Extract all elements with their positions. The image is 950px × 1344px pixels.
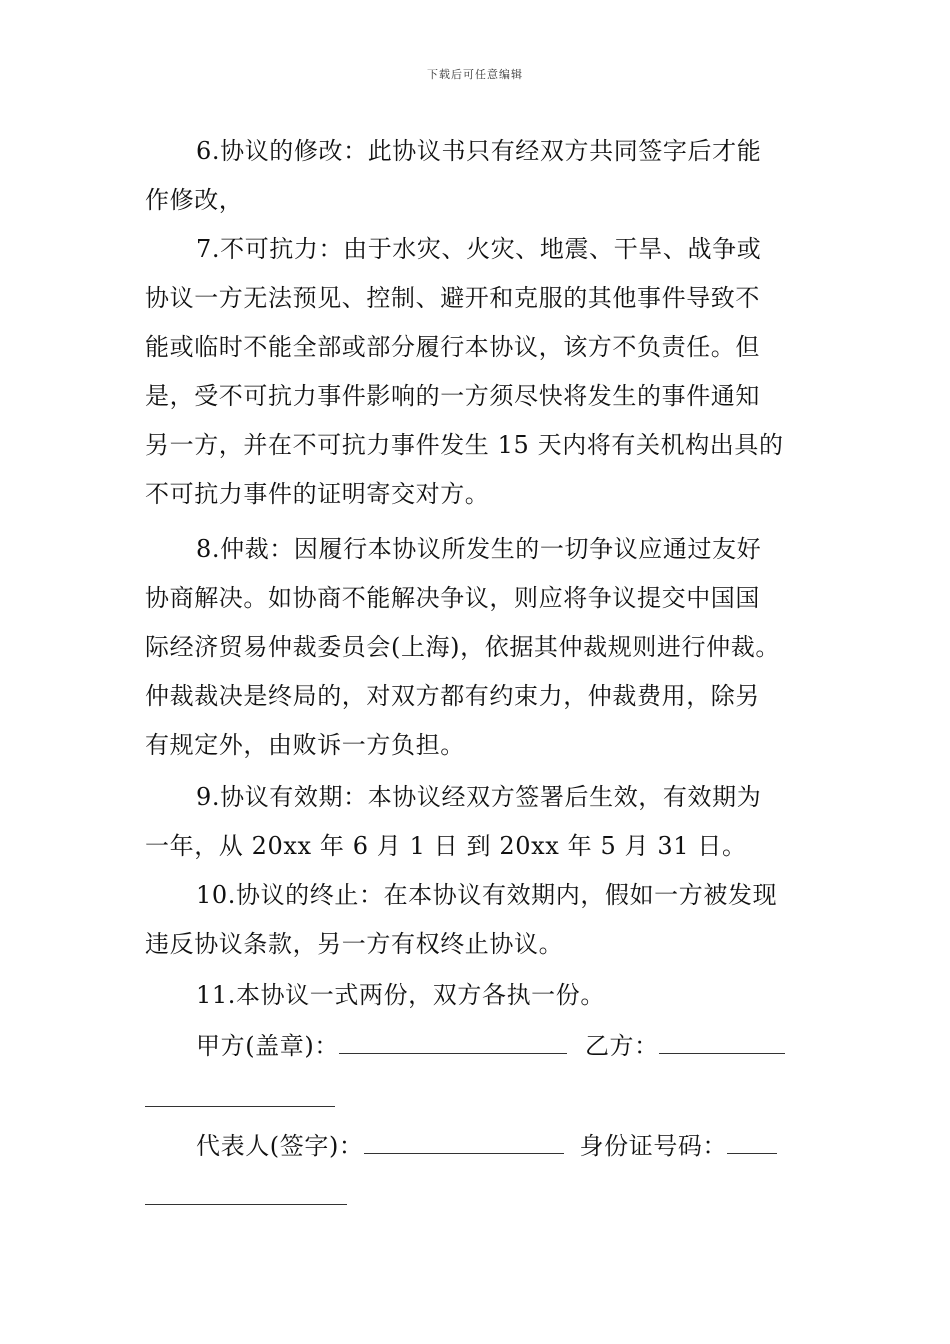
clause-11-line: 11.本协议一式两份，双方各执一份。 bbox=[196, 981, 605, 1009]
signature-row-representative bbox=[196, 1131, 777, 1161]
representative-signature-line bbox=[364, 1131, 564, 1154]
party-a-label: 甲方(盖章)： bbox=[196, 1032, 339, 1060]
clause-6-line-2: 作修改， bbox=[145, 186, 244, 214]
clause-8-line-1: 8.仲裁：因履行本协议所发生的一切争议应通过友好 bbox=[196, 535, 762, 563]
clause-8-line-3: 际经济贸易仲裁委员会(上海)，依据其仲裁规则进行仲裁。 bbox=[145, 633, 780, 661]
signature-row-party bbox=[196, 1031, 785, 1061]
clause-7-line-3: 能或临时不能全部或部分履行本协议，该方不负责任。但 bbox=[145, 333, 760, 361]
id-number-line bbox=[727, 1131, 777, 1154]
party-b-label: 乙方： bbox=[584, 1032, 659, 1060]
clause-7-line-2: 协议一方无法预见、控制、避开和克服的其他事件导致不 bbox=[145, 284, 760, 312]
id-number-line-continued bbox=[145, 1203, 347, 1205]
page-header: 下载后可任意编辑 bbox=[427, 68, 523, 81]
clause-9-line-2: 一年，从 20xx 年 6 月 1 日 到 20xx 年 5 月 31 日。 bbox=[145, 832, 747, 860]
clause-10-line-2: 违反协议条款，另一方有权终止协议。 bbox=[145, 930, 564, 958]
clause-6-line-1: 6.协议的修改：此协议书只有经双方共同签字后才能 bbox=[196, 137, 762, 165]
clause-7-line-5: 另一方，并在不可抗力事件发生 15 天内将有关机构出具的 bbox=[145, 431, 784, 459]
clause-7-line-1: 7.不可抗力：由于水灾、火灾、地震、干旱、战争或 bbox=[196, 235, 762, 263]
clause-7-line-6: 不可抗力事件的证明寄交对方。 bbox=[145, 480, 490, 508]
party-a-signature-line bbox=[339, 1031, 567, 1054]
clause-7-line-4: 是，受不可抗力事件影响的一方须尽快将发生的事件通知 bbox=[145, 382, 760, 410]
id-number-label: 身份证号码： bbox=[579, 1132, 728, 1160]
party-b-signature-line-continued bbox=[145, 1105, 335, 1107]
clause-8-line-5: 有规定外，由败诉一方负担。 bbox=[145, 731, 465, 759]
clause-9-line-1: 9.协议有效期：本协议经双方签署后生效，有效期为 bbox=[196, 783, 762, 811]
clause-8-line-4: 仲裁裁决是终局的，对双方都有约束力，仲裁费用，除另 bbox=[145, 682, 760, 710]
party-b-signature-line bbox=[659, 1031, 785, 1054]
representative-label: 代表人(签字)： bbox=[196, 1132, 364, 1160]
clause-8-line-2: 协商解决。如协商不能解决争议，则应将争议提交中国国 bbox=[145, 584, 760, 612]
clause-10-line-1: 10.协议的终止：在本协议有效期内，假如一方被发现 bbox=[196, 881, 778, 909]
